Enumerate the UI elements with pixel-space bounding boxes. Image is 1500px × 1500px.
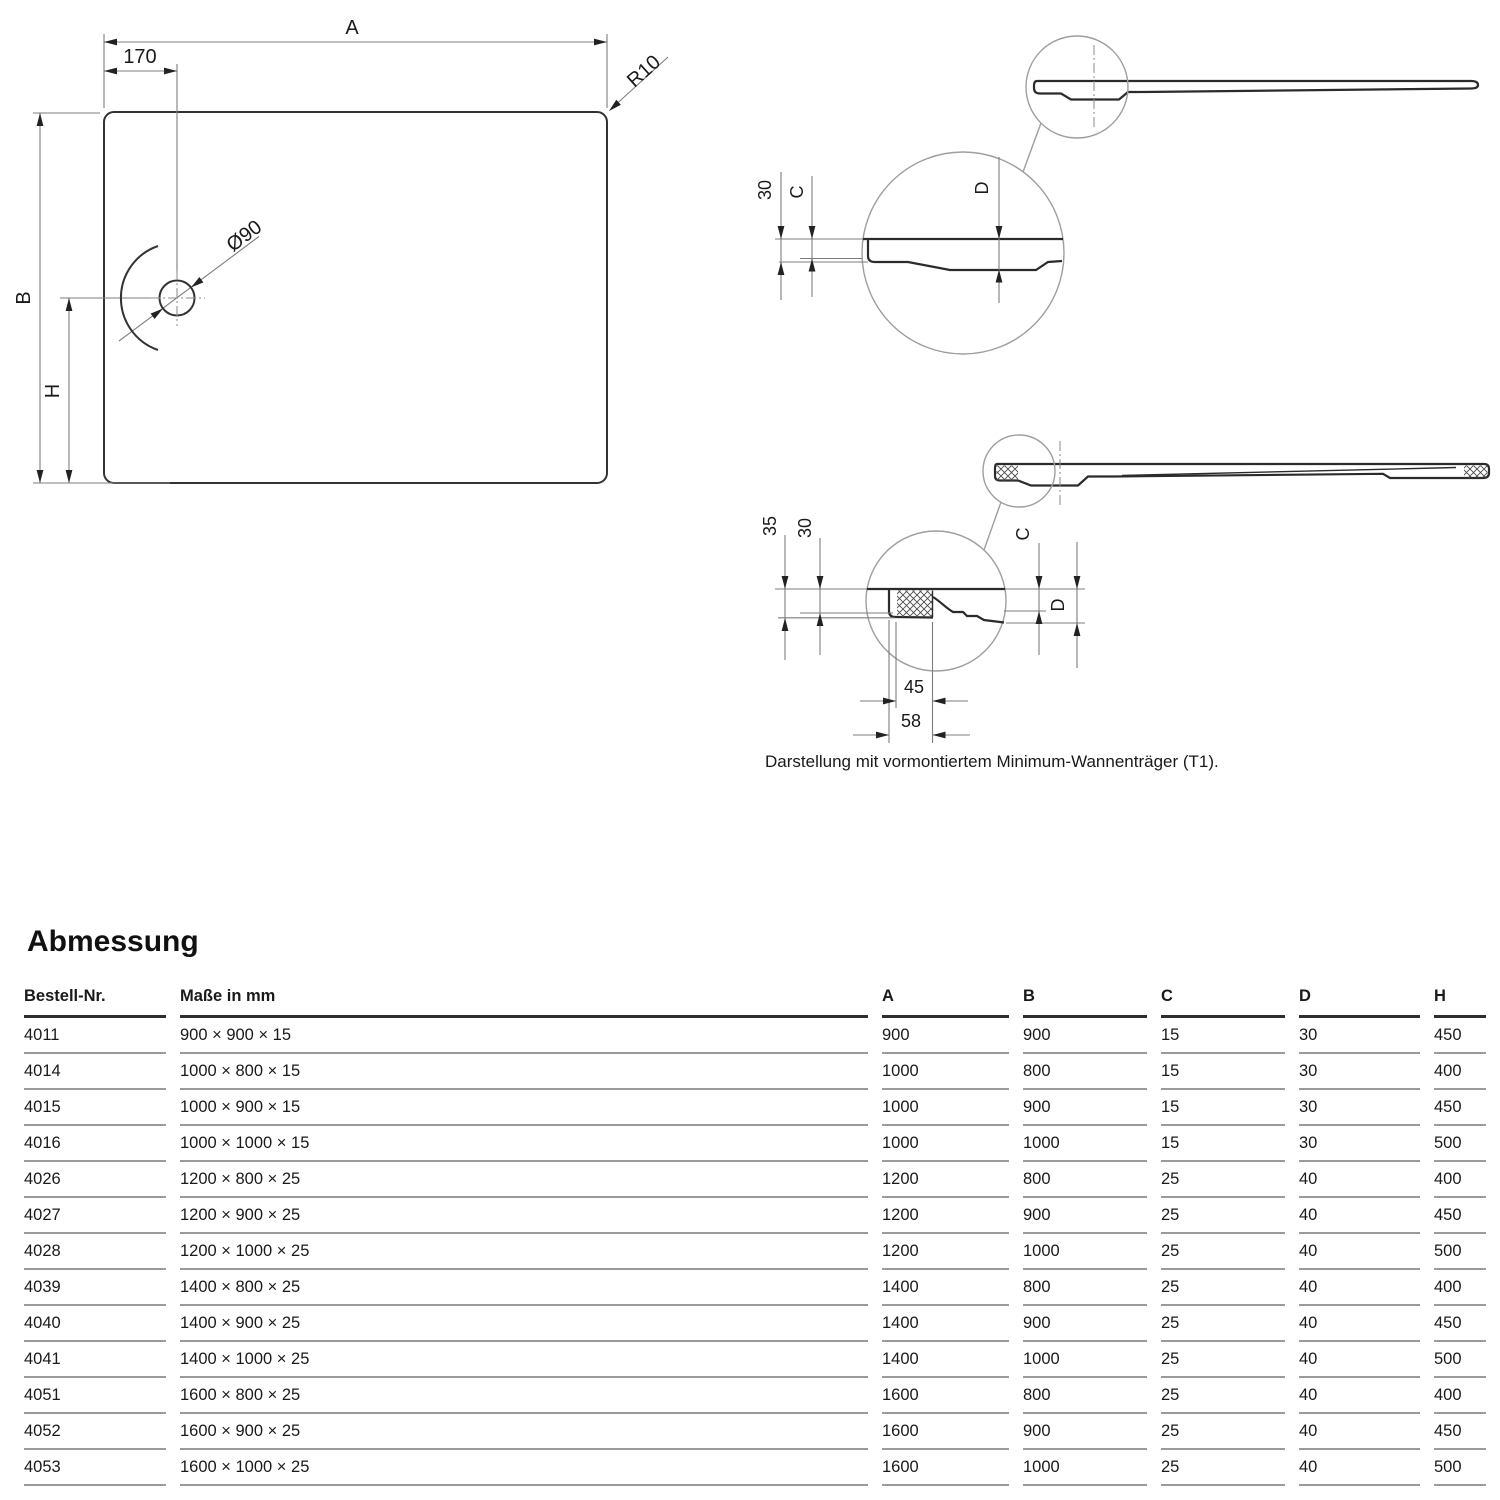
table-cell: 1600 (882, 1378, 1009, 1414)
order-number-cell: 4039 (24, 1270, 166, 1306)
table-cell: 1000 × 1000 × 15 (180, 1126, 868, 1162)
table-cell: 1400 × 900 × 25 (180, 1306, 868, 1342)
detail-profile (863, 239, 1063, 270)
table-cell: 30 (1299, 1054, 1420, 1090)
column-header-b: B (1023, 981, 1147, 1018)
table-cell: 15 (1161, 1018, 1285, 1054)
table-cell: 40 (1299, 1414, 1420, 1450)
arrowheads (37, 39, 621, 483)
support-block-left (997, 466, 1019, 481)
table-cell: 400 (1434, 1054, 1486, 1090)
table-row (24, 1090, 1486, 1126)
table-heading: Abmessung (27, 925, 199, 958)
table-cell: 900 (1023, 1018, 1147, 1054)
table-cell: 1000 × 800 × 15 (180, 1054, 868, 1090)
detail-leader-line (1023, 123, 1041, 172)
table-cell: 1200 × 800 × 25 (180, 1162, 868, 1198)
table-cell: 500 (1434, 1342, 1486, 1378)
table-row (24, 1414, 1486, 1450)
dim-label-c: C (787, 185, 807, 199)
table-cell: 25 (1161, 1234, 1285, 1270)
dim-label-30: 30 (795, 517, 815, 539)
table-cell: 400 (1434, 1162, 1486, 1198)
table-cell: 25 (1161, 1414, 1285, 1450)
table-cell: 500 (1434, 1450, 1486, 1486)
table-cell: 800 (1023, 1054, 1147, 1090)
table-cell: 900 (1023, 1090, 1147, 1126)
drawing-caption: Darstellung mit vormontiertem Minimum-Wannenträger (T1). (765, 752, 1219, 771)
table-row (24, 1270, 1486, 1306)
table-cell: 900 (1023, 1306, 1147, 1342)
table-cell: 500 (1434, 1234, 1486, 1270)
table-row (24, 1450, 1486, 1486)
dimension-table (10, 981, 1500, 1486)
detail-circle (862, 152, 1064, 354)
table-cell: 1000 (882, 1054, 1009, 1090)
dim-label-58: 58 (900, 711, 922, 731)
table-cell: 40 (1299, 1198, 1420, 1234)
column-header-h: H (1434, 981, 1486, 1018)
dim-label-a: A (345, 17, 359, 39)
order-number-cell: 4041 (24, 1342, 166, 1378)
table-cell: 1400 (882, 1270, 1009, 1306)
table-cell: 450 (1434, 1018, 1486, 1054)
column-header-a: A (882, 981, 1009, 1018)
table-cell: 1200 (882, 1234, 1009, 1270)
table-cell: 1000 (882, 1126, 1009, 1162)
table-row (24, 1234, 1486, 1270)
table-cell: 450 (1434, 1198, 1486, 1234)
table-cell: 400 (1434, 1270, 1486, 1306)
table-cell: 40 (1299, 1342, 1420, 1378)
column-header-c: C (1161, 981, 1285, 1018)
table-cell: 1000 (882, 1090, 1009, 1126)
table-cell: 900 × 900 × 15 (180, 1018, 868, 1054)
order-number-cell: 4011 (24, 1018, 166, 1054)
table-cell: 1600 × 1000 × 25 (180, 1450, 868, 1486)
top-view-drawing (0, 0, 720, 510)
table-cell: 1400 (882, 1342, 1009, 1378)
detail-marker-circle (1026, 36, 1128, 138)
table-cell: 1000 (1023, 1234, 1147, 1270)
table-cell: 1600 × 900 × 25 (180, 1414, 868, 1450)
table-cell: 1600 × 800 × 25 (180, 1378, 868, 1414)
table-cell: 25 (1161, 1342, 1285, 1378)
dim-label-h: H (42, 383, 64, 399)
order-number-cell: 4014 (24, 1054, 166, 1090)
dim-label-30: 30 (755, 179, 775, 201)
table-cell: 40 (1299, 1270, 1420, 1306)
table-cell: 800 (1023, 1270, 1147, 1306)
side-section-drawing (730, 20, 1500, 380)
table-cell: 25 (1161, 1306, 1285, 1342)
table-cell: 1200 (882, 1162, 1009, 1198)
table-header (24, 981, 1486, 1018)
table-cell: 1000 (1023, 1450, 1147, 1486)
order-number-cell: 4040 (24, 1306, 166, 1342)
tray-outline (104, 112, 607, 483)
table-row (24, 1198, 1486, 1234)
table-cell: 1400 × 1000 × 25 (180, 1342, 868, 1378)
table-row (24, 1378, 1486, 1414)
table-cell: 25 (1161, 1270, 1285, 1306)
table-cell: 400 (1434, 1378, 1486, 1414)
order-number-cell: 4026 (24, 1162, 166, 1198)
table-cell: 1200 × 1000 × 25 (180, 1234, 868, 1270)
table-cell: 15 (1161, 1090, 1285, 1126)
order-number-cell: 4016 (24, 1126, 166, 1162)
detail-circle (866, 531, 1006, 671)
table-cell: 25 (1161, 1198, 1285, 1234)
dimension-lines (33, 34, 668, 483)
column-header-dimensions: Maße in mm (180, 981, 868, 1018)
table-cell: 800 (1023, 1378, 1147, 1414)
table-cell: 30 (1299, 1090, 1420, 1126)
arrowheads (778, 226, 1003, 283)
table-cell: 450 (1434, 1306, 1486, 1342)
dimension-table-section (0, 925, 1500, 1486)
table-cell: 40 (1299, 1306, 1420, 1342)
order-number-cell: 4027 (24, 1198, 166, 1234)
column-header-d: D (1299, 981, 1420, 1018)
order-number-cell: 4053 (24, 1450, 166, 1486)
table-cell: 450 (1434, 1414, 1486, 1450)
table-cell: 25 (1161, 1162, 1285, 1198)
table-cell: 30 (1299, 1126, 1420, 1162)
dim-label-d: D (1048, 598, 1068, 612)
table-cell: 40 (1299, 1450, 1420, 1486)
column-header-order-no: Bestell-Nr. (24, 981, 166, 1018)
table-cell: 1000 (1023, 1126, 1147, 1162)
table-cell: 450 (1434, 1090, 1486, 1126)
dim-label-b: B (13, 291, 35, 305)
table-cell: 900 (882, 1018, 1009, 1054)
table-cell: 15 (1161, 1126, 1285, 1162)
table-cell: 1000 × 900 × 15 (180, 1090, 868, 1126)
table-row (24, 1126, 1486, 1162)
tray-profile-mounted (995, 464, 1489, 486)
order-number-cell: 4052 (24, 1414, 166, 1450)
table-cell: 25 (1161, 1378, 1285, 1414)
side-section-mounted-drawing (730, 395, 1500, 755)
table-cell: 500 (1434, 1126, 1486, 1162)
table-cell: 1400 × 800 × 25 (180, 1270, 868, 1306)
table-cell: 40 (1299, 1378, 1420, 1414)
dimension-lines (775, 157, 999, 303)
dim-label-drain-diameter: Ø90 (222, 216, 267, 257)
table-cell: 800 (1023, 1162, 1147, 1198)
table-row (24, 1054, 1486, 1090)
support-block-detail (897, 591, 932, 618)
dim-label-d: D (972, 181, 992, 195)
table-cell: 900 (1023, 1414, 1147, 1450)
table-cell: 1600 (882, 1414, 1009, 1450)
dim-label-170: 170 (123, 46, 157, 68)
table-cell: 40 (1299, 1162, 1420, 1198)
order-number-cell: 4028 (24, 1234, 166, 1270)
support-block-right (1464, 466, 1488, 478)
table-header-row (24, 981, 1486, 1018)
tray-profile (1034, 81, 1478, 100)
detail-leader-line (984, 502, 1001, 550)
table-cell: 1200 × 900 × 25 (180, 1198, 868, 1234)
table-row (24, 1306, 1486, 1342)
dim-label-35: 35 (760, 515, 780, 537)
table-row (24, 1162, 1486, 1198)
dim-label-r10: R10 (622, 51, 665, 92)
order-number-cell: 4051 (24, 1378, 166, 1414)
table-cell: 15 (1161, 1054, 1285, 1090)
table-row (24, 1342, 1486, 1378)
order-number-cell: 4015 (24, 1090, 166, 1126)
dim-label-c: C (1013, 527, 1033, 541)
table-cell: 1200 (882, 1198, 1009, 1234)
dimension-table-body (24, 1018, 1486, 1486)
detail-marker-circle (983, 435, 1055, 507)
table-cell: 25 (1161, 1450, 1285, 1486)
table-cell: 30 (1299, 1018, 1420, 1054)
table-row (24, 1018, 1486, 1054)
table-cell: 1400 (882, 1306, 1009, 1342)
dim-label-45: 45 (903, 677, 925, 697)
table-cell: 1000 (1023, 1342, 1147, 1378)
table-cell: 900 (1023, 1198, 1147, 1234)
table-cell: 40 (1299, 1234, 1420, 1270)
dimension-lines (775, 535, 1085, 743)
table-cell: 1600 (882, 1450, 1009, 1486)
